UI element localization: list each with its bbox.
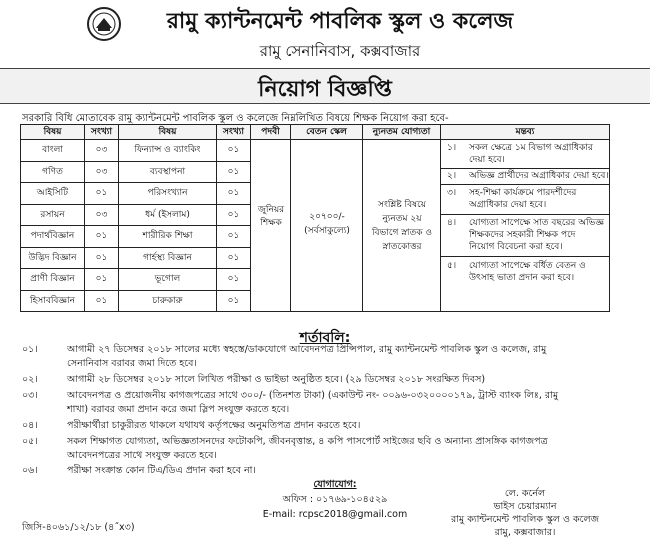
subject-1-cell: বাংলা — [21, 140, 85, 162]
remark-3-num: ৩। — [447, 188, 457, 198]
term-line: আগামী ২৭ ডিসেম্বর ২০১৮ সালের মধ্যে স্বহস্তে/ডাকযোগে আবেদনপত্র প্রিন্সিপাল, রামু ক্যান্টনমেন্ট পাবলিক স্কুল ও কলেজ, রামু — [67, 344, 547, 355]
count-2-cell: ০১ — [217, 205, 251, 227]
term-line: পরীক্ষা সংক্রান্ত কোন টিএ/ডিএ প্রদান করা হবে না। — [67, 465, 256, 476]
header-subject-1: বিষয় — [21, 125, 85, 140]
count-2-cell: ০১ — [217, 248, 251, 270]
post-cell — [251, 140, 291, 312]
count-2-cell: ০১ — [217, 226, 251, 248]
header-count-2: সংখ্যা — [217, 125, 251, 140]
pay-note: (সর্বসাকুল্যে) — [304, 226, 350, 236]
count-2-cell: ০১ — [217, 291, 251, 313]
contact-block — [240, 477, 430, 522]
subject-2-cell: চারুকারু — [119, 291, 217, 313]
remark-4-num: ৪। — [447, 218, 457, 228]
intro-text: সরকারি বিধি মোতাবেক রামু ক্যান্টনমেন্ট পাবলিক স্কুল ও কলেজে নিম্নলিখিত বিষয়ে শিক্ষক নিয়োগ করা হবে- — [22, 113, 449, 124]
term-num: ০৪। — [22, 420, 38, 431]
subject-2-cell: ধর্ম (ইসলাম) — [119, 205, 217, 227]
remark-2-num: ২। — [447, 171, 457, 181]
remark-4-line-2: শিক্ষকদের সহকারী শিক্ষক পদে — [469, 230, 576, 240]
term-line: শাখা) বরাবর জমা প্রদান করে জমা স্লিপ সংযুক্ত করতে হবে। — [67, 404, 290, 415]
term-line: পরীক্ষার্থীরা চাকুরীরত থাকলে যথাযথ কর্তৃপক্ষের অনুমতিপত্র প্রদান করতে হবে। — [67, 420, 361, 431]
qualification-line-1: সংশ্লিষ্ট বিষয়ে — [378, 200, 426, 210]
pay-amount: ২০৭০০/- — [309, 212, 345, 222]
term-line: আবেদনপত্রের সাথে সংযুক্ত করতে হবে। — [67, 450, 217, 461]
count-1-cell: ০৩ — [85, 205, 119, 227]
subject-1-cell: রসায়ন — [21, 205, 85, 227]
count-2-cell: ০১ — [217, 140, 251, 162]
qualification-line-4: স্নাতকোত্তর — [382, 242, 422, 252]
remark-4-line-1: যোগ্যতা সাপেক্ষে সাত বছরের অভিজ্ঞ — [469, 218, 604, 228]
count-2-cell: ০১ — [217, 183, 251, 205]
count-2-cell: ০১ — [217, 162, 251, 184]
remark-5-line-1: যোগ্যতা সাপেক্ষে বর্ধিত বেতন ও — [469, 261, 586, 271]
term-line: সেনানিবাস বরাবর জমা দিতে হবে। — [67, 358, 197, 369]
post-line-1: জুনিয়র — [257, 205, 285, 215]
signature-block — [420, 487, 630, 539]
term-num: ০৫। — [22, 436, 38, 447]
count-1-cell: ০৩ — [85, 162, 119, 184]
header-post: পদবী — [251, 125, 291, 140]
count-1-cell: ০১ — [85, 269, 119, 291]
term-line: আবেদনপত্র ও প্রয়োজনীয় কাগজপত্রের সাথে ৩০০/- (তিনশত টাকা) (একাউন্ট নং- ০০৯৬-০৩২০০০০১৭৯, ট্রাস্ট ব্যাংক লিঃ, রামু — [67, 390, 559, 401]
remark-2-line-1: অভিজ্ঞ প্রার্থীদের অগ্রাধিকার দেয়া হবে। — [469, 171, 609, 181]
remarks-cell — [441, 140, 609, 312]
count-1-cell: ০৩ — [85, 140, 119, 162]
contact-email[interactable]: E-mail: rcpsc2018@gmail.com — [262, 509, 408, 520]
subject-1-cell: উদ্ভিদ বিজ্ঞান — [21, 248, 85, 270]
subject-2-cell: ভূগোল — [119, 269, 217, 291]
remark-5-num: ৫। — [447, 261, 457, 271]
remark-3-line-2: অগ্রাধিকার দেয়া হবে। — [469, 200, 547, 210]
subject-1-cell: পদার্থবিজ্ঞান — [21, 226, 85, 248]
qualification-line-2: ন্যুনতম ২য় — [382, 214, 422, 224]
terms-title: শর্তাবলি: — [299, 330, 351, 346]
remark-1-line-1: সকল ক্ষেত্রে ১ম বিভাগ অগ্রাধিকার — [469, 143, 593, 153]
remark-1-line-2: দেয়া হবে। — [469, 155, 505, 165]
vacancy-table — [20, 124, 610, 312]
subject-2-cell: শারীরিক শিক্ষা — [119, 226, 217, 248]
header-count-1: সংখ্যা — [85, 125, 119, 140]
signature-rank: লে. কর্নেল — [504, 488, 546, 499]
term-num: ০৬। — [22, 465, 38, 476]
count-1-cell: ০১ — [85, 226, 119, 248]
signature-title: ভাইস চেয়ারম্যান — [493, 501, 557, 512]
header-qualification: ন্যুনতম যোগ্যতা — [363, 125, 441, 140]
subject-2-cell: গার্হস্থ্য বিজ্ঞান — [119, 248, 217, 270]
header-remarks: মন্তব্য — [441, 125, 609, 140]
notice-banner — [0, 68, 650, 104]
count-1-cell: ০১ — [85, 183, 119, 205]
remark-4-line-3: নিয়োগ বিবেচনা করা হবে। — [469, 242, 563, 252]
pay-cell — [291, 140, 363, 312]
count-2-cell: ০১ — [217, 269, 251, 291]
school-address: রামু সেনানিবাস, কক্সবাজার — [259, 42, 421, 60]
term-line: আগামী ২৮ ডিসেম্বর ২০১৮ সালে লিখিত পরীক্ষা ও ভাইভা অনুষ্ঠিত হবে। (২৯ ডিসেম্বর ২০১৮ সংরক্ষিত দিবস) — [67, 374, 486, 385]
signature-place: রামু, কক্সবাজার। — [494, 527, 556, 538]
term-num: ০৩। — [22, 390, 38, 401]
qualification-line-3: বিভাগে স্নাতক ও — [371, 228, 433, 238]
term-num: ০১। — [22, 344, 38, 355]
term-line: সকল শিক্ষাগত যোগ্যতা, অভিজ্ঞতাসনদের ফটোকপি, জীবনবৃত্তান্ত, ৪ কপি পাসপোর্ট সাইজের ছবি ও অন্যান্য প্রাসঙ্গিক কাগজপত্র — [67, 436, 548, 447]
subject-2-cell: ফিন্যান্স ও ব্যাংকিং — [119, 140, 217, 162]
remark-5-line-2: উৎসাহ ভাতা প্রদান করা হবে। — [469, 273, 575, 283]
remark-3-line-1: সহ-শিক্ষা কার্যক্রমে পারদর্শীদের — [469, 188, 577, 198]
subject-1-cell: আইসিটি — [21, 183, 85, 205]
remark-1-num: ১। — [447, 143, 457, 153]
header-subject-2: বিষয় — [119, 125, 217, 140]
post-line-2: শিক্ষক — [260, 218, 282, 228]
count-1-cell: ০১ — [85, 248, 119, 270]
subject-1-cell: প্রাণী বিজ্ঞান — [21, 269, 85, 291]
school-logo-icon — [86, 6, 122, 42]
school-name: রামু ক্যান্টনমেন্ট পাবলিক স্কুল ও কলেজ — [166, 9, 514, 34]
qualification-cell — [363, 140, 441, 312]
footer-code: জিসি-৪০৬১/১২/১৮ (৪˝x৩) — [22, 522, 135, 533]
count-1-cell: ০১ — [85, 291, 119, 313]
term-num: ০২। — [22, 374, 38, 385]
subject-1-cell: হিসাববিজ্ঞান — [21, 291, 85, 313]
subject-2-cell: ব্যবস্থাপনা — [119, 162, 217, 184]
subject-1-cell: গণিত — [21, 162, 85, 184]
header-pay: বেতন স্কেল — [291, 125, 363, 140]
notice-title: নিয়োগ বিজ্ঞপ্তি — [258, 77, 392, 102]
contact-office: অফিস : ০১৭৬৯-১০৪৫২৯ — [282, 494, 388, 505]
subject-2-cell: পরিসংখ্যান — [119, 183, 217, 205]
contact-label: যোগাযোগ: — [313, 479, 357, 490]
notice-header — [0, 0, 650, 68]
signature-org: রামু ক্যান্টনমেন্ট পাবলিক স্কুল ও কলেজ — [450, 514, 600, 525]
